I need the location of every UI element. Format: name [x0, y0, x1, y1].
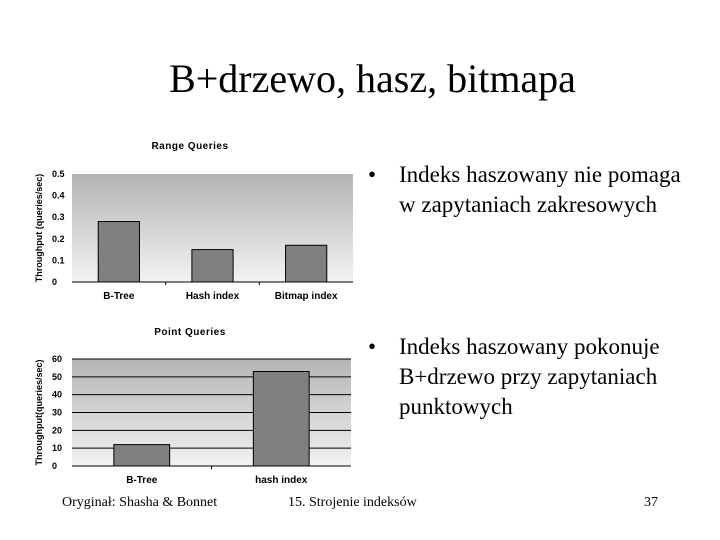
footer-section: 15. Strojenie indeksów [288, 495, 417, 510]
bullet-point-queries [368, 332, 698, 457]
bullet-text: Indeks haszowany pokonuje B+drzewo przy zapytaniach punktowych [399, 334, 660, 419]
chart-title: Point Queries [154, 327, 226, 338]
y-tick-label: 0 [52, 277, 58, 287]
y-tick-label: 0.1 [52, 255, 65, 266]
y-tick-label: 20 [52, 425, 63, 436]
y-axis-label: Throughput(queries/sec) [34, 359, 44, 466]
footer-source: Oryginał: Shasha & Bonnet [62, 495, 218, 510]
x-tick-label: B-Tree [126, 475, 158, 486]
range-queries-chart [30, 138, 360, 308]
y-tick-label: 0.3 [52, 212, 65, 223]
bullet-glyph: • [368, 334, 377, 359]
y-tick-label: 50 [52, 371, 63, 382]
bar-b-tree [114, 445, 170, 466]
x-tick-label: Hash index [185, 291, 240, 302]
bullet-range-queries [368, 160, 698, 255]
chart-title: Range Queries [151, 141, 229, 152]
y-tick-label: 10 [52, 443, 63, 454]
y-axis-label: Throughput (queries/sec) [34, 173, 44, 283]
x-tick-label: Bitmap index [274, 291, 338, 302]
footer-page-number: 37 [644, 495, 658, 510]
bullet-text: Indeks haszowany nie pomaga w zapytaniach zakresowych [399, 162, 681, 217]
y-tick-label: 40 [52, 389, 63, 400]
y-tick-label: 60 [52, 354, 63, 364]
y-tick-label: 0.2 [52, 233, 65, 244]
bar-hash-index [192, 250, 233, 282]
x-tick-label: B-Tree [103, 291, 135, 302]
y-tick-label: 0 [52, 461, 58, 471]
x-tick-label: hash index [255, 475, 308, 486]
point-queries-chart [30, 324, 360, 490]
bar-b-tree [98, 222, 139, 282]
bar-hash-index [253, 371, 309, 466]
y-tick-label: 0.5 [52, 169, 65, 179]
y-tick-label: 0.4 [52, 190, 65, 201]
y-tick-label: 30 [52, 407, 63, 418]
bar-bitmap-index [286, 245, 327, 282]
bullet-glyph: • [368, 162, 377, 187]
slide-title: B+drzewo, hasz, bitmapa [169, 56, 576, 101]
